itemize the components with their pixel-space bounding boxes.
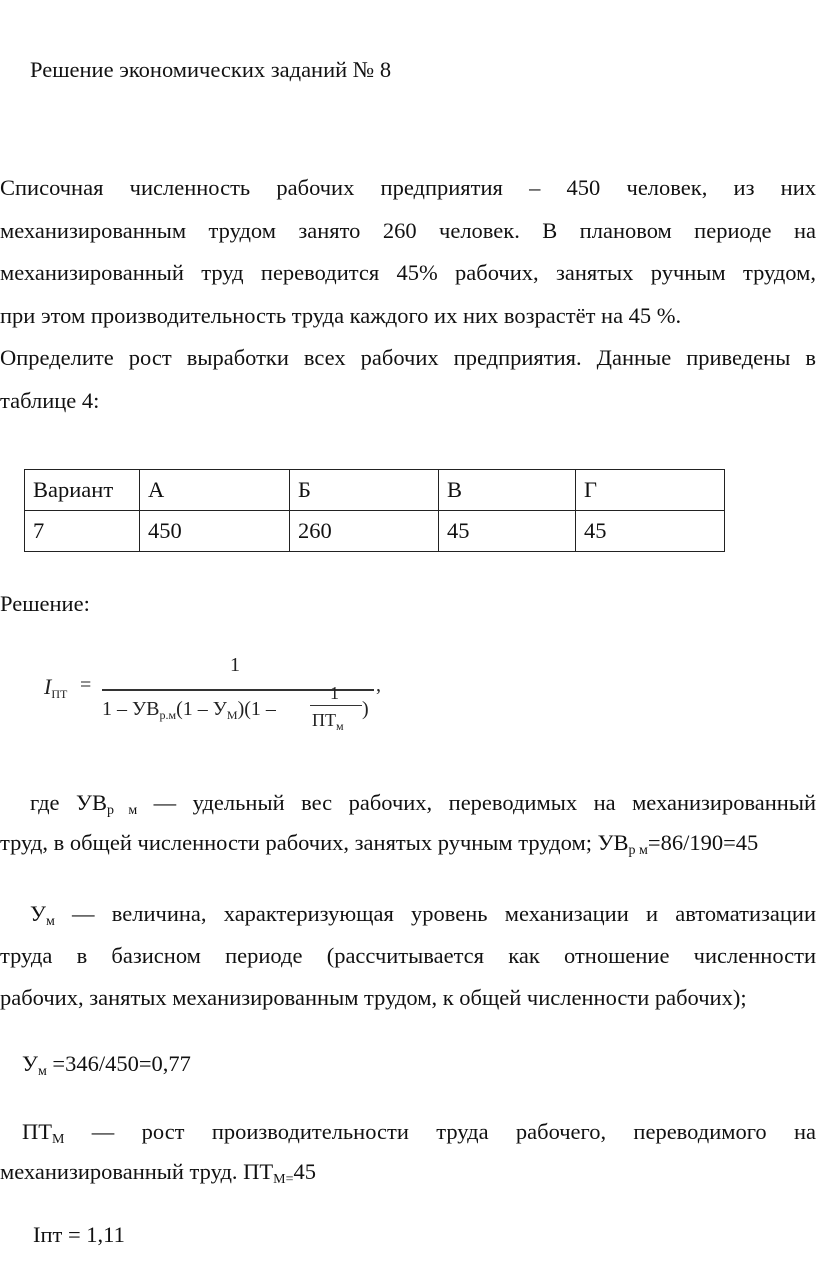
table-header-row [25,470,725,511]
result-value: Iпт = 1,11 [33,1222,125,1247]
table-header-cell: Б [290,470,439,511]
inner-denominator: $ПТ_м$ [312,710,344,733]
table-cell: 450 [140,511,290,552]
formula-numerator: 1 [230,654,240,676]
table-header-cell: А [140,470,290,511]
formula [44,652,404,744]
task-line: таблице 4: [0,387,100,413]
inner-fraction-bar [310,705,362,706]
table-cell: 260 [290,511,439,552]
table-row [25,511,725,552]
solution-label: Решение: [0,591,90,616]
formula-close: ) [362,698,369,720]
task-line: Списочная численность рабочих предприятия – 450 человек, из них [0,175,816,200]
um-value: Ум =346/450=0,77 [22,1051,191,1079]
table-header-cell: В [439,470,576,511]
task-line: механизированный труд переводится 45% рабочих, занятых ручным трудом, [0,260,816,285]
task-paragraph [0,167,816,422]
definition-pt-line2: механизированный труд. ПТМ=45 [0,1159,316,1187]
definition-um-line2: труда в базисном периоде (рассчитывается как отношение численности [0,943,816,968]
table-cell: 7 [25,511,140,552]
document-title: Решение экономических заданий № 8 [30,57,392,82]
table-header-cell: Г [576,470,725,511]
table-cell: 45 [439,511,576,552]
table-cell: 45 [576,511,725,552]
task-line: при этом производительность труда каждого их них возрастёт на 45 %. [0,302,682,328]
task-line: механизированным трудом занято 260 человек. В плановом периоде на [0,217,816,243]
definition-um-line1: Ум — величина, характеризующая уровень механизации и автоматизации [30,901,816,929]
definition-um-line3: рабочих, занятых механизированным трудом, к общей численности рабочих); [0,985,747,1010]
formula-denominator: $1 - УВ_{р.м}(1 - У_М)(1$ – [102,698,276,722]
formula-comma: , [376,674,381,696]
task-line: Определите рост выработки всех рабочих предприятия. Данные приведены в [0,345,816,370]
data-table [24,469,725,552]
definition-pt-line1: ПТМ — рост производительности труда рабочего, переводимого на [22,1119,816,1147]
formula-equals: = [80,674,92,696]
table-header-cell: Вариант [25,470,140,511]
formula-lhs: $I_{ПТ}$ [44,674,68,701]
inner-numerator: 1 [330,683,339,703]
definition-uv-line2: труд, в общей численности рабочих, занятых ручным трудом; УВр м=86/190=45 [0,830,759,858]
definition-uv-line1: где УВр м — удельный вес рабочих, переводимых на механизированный [30,790,816,818]
